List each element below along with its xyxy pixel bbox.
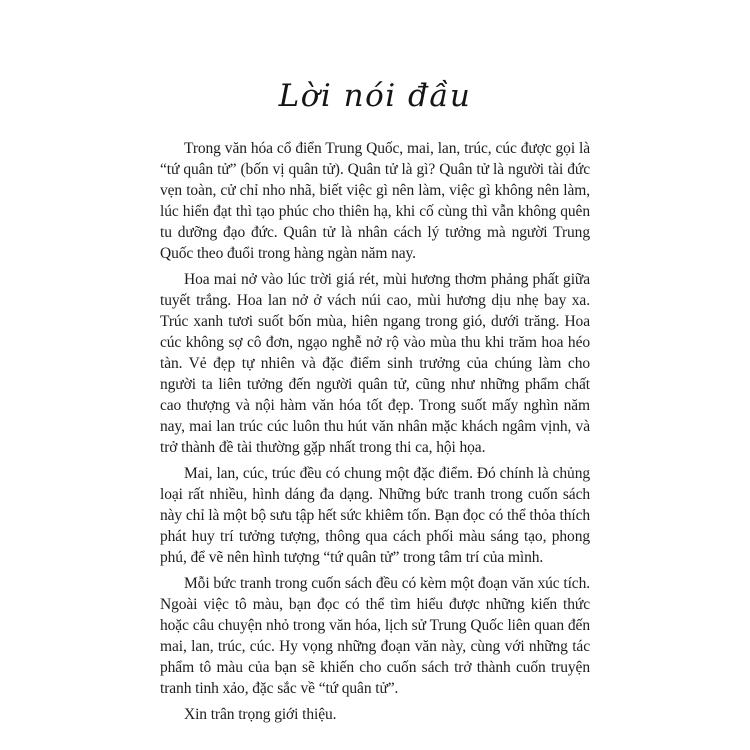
paragraph-5: Xin trân trọng giới thiệu. (184, 706, 337, 723)
paragraph-1: Trong văn hóa cổ điển Trung Quốc, mai, lan, trúc, cúc được gọi là “tứ quân tử” (bốn vị quân tử). Quân tử là gì? Quân tử là người tài đức vẹn toàn, cử chỉ nho nhã, biết việc gì nên làm, việc gì không nên làm, lúc hiển đạt thì tạo phúc cho thiên hạ, khi cố cùng thì vẫn không quên tu dưỡng đạo đức. Quân tử là nhân cách lý tưởng mà người Trung Quốc theo đuổi trong hàng ngàn năm nay. (160, 140, 590, 262)
paragraph-3: Mai, lan, cúc, trúc đều có chung một đặc điểm. Đó chính là chủng loại rất nhiều, hình dáng đa dạng. Những bức tranh trong cuốn sách này chỉ là một bộ sưu tập hết sức khiêm tốn. Bạn đọc có thể thỏa thích phát huy trí tưởng tượng, thông qua cách phối màu sáng tạo, phong phú, để vẽ nên hình tượng “tứ quân tử” trong tâm trí của mình. (160, 465, 590, 566)
paragraph-4: Mỗi bức tranh trong cuốn sách đều có kèm một đoạn văn xúc tích. Ngoài việc tô màu, bạn đọc có thể tìm hiểu được những kiến thức hoặc câu chuyện nhỏ trong văn hóa, lịch sử Trung Quốc liên quan đến mai, lan, trúc, cúc. Hy vọng những đoạn văn này, cùng với những tác phẩm tô màu của bạn sẽ khiến cho cuốn sách trở thành cuốn truyện tranh tinh xảo, đặc sắc về “tứ quân tử”. (160, 575, 590, 697)
page-title: Lời nói đầu (278, 78, 472, 114)
preface-body (160, 138, 590, 725)
paragraph-2: Hoa mai nở vào lúc trời giá rét, mùi hương thơm phảng phất giữa tuyết trắng. Hoa lan nở ở vách núi cao, mùi hương dịu nhẹ bay xa. Trúc xanh tươi suốt bốn mùa, hiên ngang trong gió, dưới trăng. Hoa cúc không sợ cô đơn, ngạo nghễ nở rộ vào mùa thu khi trăm hoa héo tàn. Vẻ đẹp tự nhiên và đặc điểm sinh trưởng của chúng làm cho người ta liên tưởng đến người quân tử, cũng như những phẩm chất cao thượng và nội hàm văn hóa tốt đẹp. Trong suốt mấy nghìn năm nay, mai lan trúc cúc luôn thu hút văn nhân mặc khách ngâm vịnh, và trở thành đề tài thường gặp nhất trong thi ca, hội họa. (160, 271, 590, 456)
